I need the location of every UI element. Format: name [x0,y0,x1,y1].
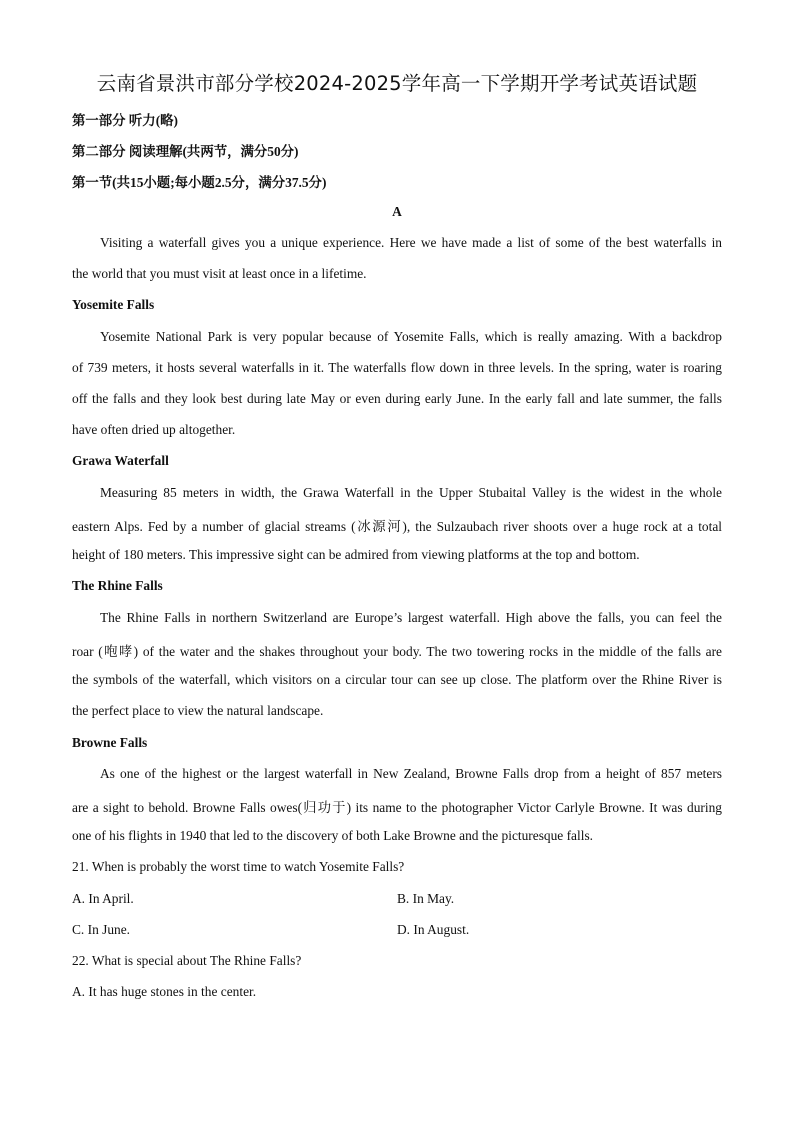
section-heading-browne: Browne Falls [72,735,148,750]
part-two-heading: 第二部分 阅读理解(共两节，满分50分) [72,144,299,159]
paragraph-line: the symbols of the waterfall, which visitors on a circular tour can see up close. The platform over the Rhine River is [72,672,722,687]
paragraph-line: the perfect place to view the natural landscape. [72,703,324,718]
q21-option-b: B. In May. [397,891,455,906]
q22-option-a: A. It has huge stones in the center. [72,984,257,999]
section-heading-yosemite: Yosemite Falls [72,297,155,312]
q21-option-a: A. In April. [72,891,134,906]
passage-label: A [392,204,402,219]
exam-title: 云南省景洪市部分学校2024-2025学年高一下学期开学考试英语试题 [96,72,698,95]
paragraph-line: are a sight to behold. Browne Falls owes(归功于) its name to the photographer Victor Carlyle Browne. It was during [72,800,722,815]
paragraph-line: roar (咆哮) of the water and the shakes throughout your body. The two towering rocks in the middle of the falls are [72,644,722,659]
section-heading-rhine: The Rhine Falls [72,578,163,593]
part-one-heading: 第一部分 听力(略) [72,113,178,128]
paragraph-line: have often dried up altogether. [72,422,236,437]
section-heading-grawa: Grawa Waterfall [72,453,169,468]
paragraph-line: one of his flights in 1940 that led to the discovery of both Lake Browne and the picturesque falls. [72,828,593,843]
question-21: 21. When is probably the worst time to watch Yosemite Falls? [72,859,405,874]
paragraph-line: As one of the highest or the largest waterfall in New Zealand, Browne Falls drop from a height of 857 meters [100,766,722,781]
paragraph-line: the world that you must visit at least once in a lifetime. [72,266,367,281]
question-22: 22. What is special about The Rhine Falls? [72,953,302,968]
paragraph-line: eastern Alps. Fed by a number of glacial streams (冰源河), the Sulzaubach river shoots over a huge rock at a total [72,519,722,534]
q21-option-d: D. In August. [397,922,470,937]
paragraph-line: Yosemite National Park is very popular because of Yosemite Falls, which is really amazing. With a backdrop [100,329,722,344]
paragraph-line: height of 180 meters. This impressive sight can be admired from viewing platforms at the top and bottom. [72,547,640,562]
paragraph-line: of 739 meters, it hosts several waterfalls in it. The waterfalls flow down in three levels. In the spring, water is roaring [72,360,722,375]
q21-option-c: C. In June. [72,922,131,937]
section-one-heading: 第一节(共15小题;每小题2.5分，满分37.5分) [72,175,327,190]
paragraph-line: off the falls and they look best during late May or even during early June. In the early fall and late summer, the falls [72,391,722,406]
paragraph-line: The Rhine Falls in northern Switzerland are Europe’s largest waterfall. High above the falls, you can feel the [100,610,722,625]
paragraph-line: Measuring 85 meters in width, the Grawa Waterfall in the Upper Stubaital Valley is the widest in the whole [100,485,722,500]
paragraph-line: Visiting a waterfall gives you a unique experience. Here we have made a list of some of the best waterfalls in [100,235,722,250]
